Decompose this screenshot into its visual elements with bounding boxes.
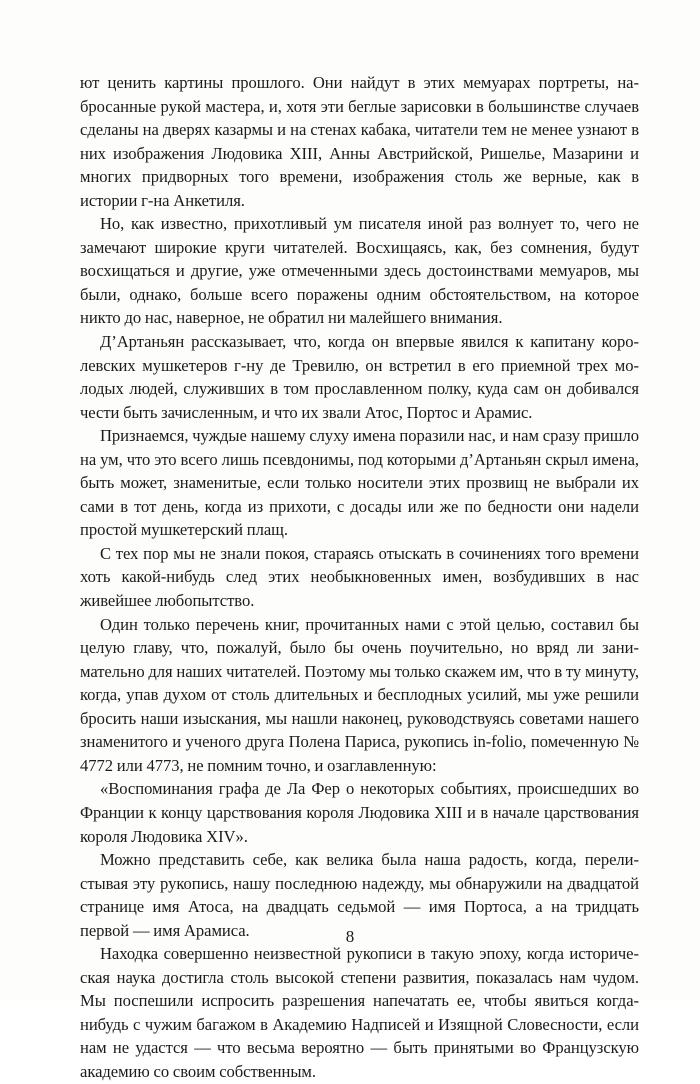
paragraph: Д’Артаньян рассказывает, что, когда он впервые явился к капитану королевских мушкетеров г-ну де Тревилю, он встретил в его приемной трех молодых людей, служивших в том прославленном полку, куда сам он добивался чести быть зачисленным, и что их звали Атос, Портос и Арамис. bbox=[80, 332, 639, 422]
paragraph: Но, как известно, прихотливый ум писателя иной раз волнует то, чего не замечают широкие круги читателей. Восхищаясь, как, без сомнения, будут восхищаться и другие, уже отмеченными здесь достоинствами мемуаров, мы были, однако, больше всего поражены одним обстоятельством, на которое никто до нас, наверное, не обратил ни малейшего внимания. bbox=[80, 214, 639, 328]
page-number: 8 bbox=[345, 927, 355, 946]
paragraph: Находка совершенно неизвестной рукописи в такую эпоху, когда историческая наука достигла столь высокой степени развития, показалась нам чудом. Мы поспешили испросить разрешения напечатать ее, чтобы явиться когда-нибудь с чужим багажом в Академию Надписей и Изящной Словесности, если нам не удастся — что весьма вероятно — быть принятыми во Французскую академию со своим собственным. bbox=[80, 944, 639, 1081]
paragraph: Можно представить себе, как велика была наша радость, когда, перелистывая эту рукопись, нашу последнюю надежду, мы обнаружили на двадцатой странице имя Атоса, на двадцать седьмой — имя Портоса, а на тридцать первой — имя Арамиса. bbox=[80, 850, 639, 940]
paragraph: Признаемся, чуждые нашему слуху имена поразили нас, и нам сразу пришло на ум, что это всего лишь псевдонимы, под которыми д’Артаньян скрыл имена, быть может, знаменитые, если только носители этих прозвищ не выбрали их сами в тот день, когда из прихоти, с досады или же по бедности они надели простой мушкетерский плащ. bbox=[80, 426, 639, 540]
paragraph: С тех пор мы не знали покоя, стараясь отыскать в сочинениях того времени хоть какой-нибудь след этих необыкновенных имен, возбудивших в нас живейшее любопытство. bbox=[80, 543, 639, 611]
paragraph: Один только перечень книг, прочитанных нами с этой целью, составил бы целую главу, что, пожалуй, было бы очень поучительно, но вряд ли занимательно для наших читателей. Поэтому мы только скажем им, что в ту минуту, когда, упав духом от столь длительных и бесплодных усилий, мы уже решили бросить наши изыскания, мы нашли наконец, руководствуясь советами нашего знаменитого и ученого друга Полена Париса, рукопись in-folio, помеченную № 4772 или 4773, не помним точно, и озаглавленную: bbox=[80, 614, 639, 775]
paragraph-quote: «Воспоминания графа де Ла Фер о некоторых событиях, происшедших во Франции к концу царствования короля Людовика XIII и в начале царствования короля Людовика XIV». bbox=[80, 779, 639, 846]
paragraph: ют ценить картины прошлого. Они найдут в этих мемуарах портреты, набросанные рукой мастера, и, хотя эти беглые зарисовки в большинстве случаев сделаны на дверях казармы и на стенах кабака, читатели тем не менее узнают в них изображения Людовика XIII, Анны Австрийской, Ришелье, Мазарини и многих придворных того времени, изображения столь же верные, как в истории г-на Анкетиля. bbox=[80, 73, 639, 210]
